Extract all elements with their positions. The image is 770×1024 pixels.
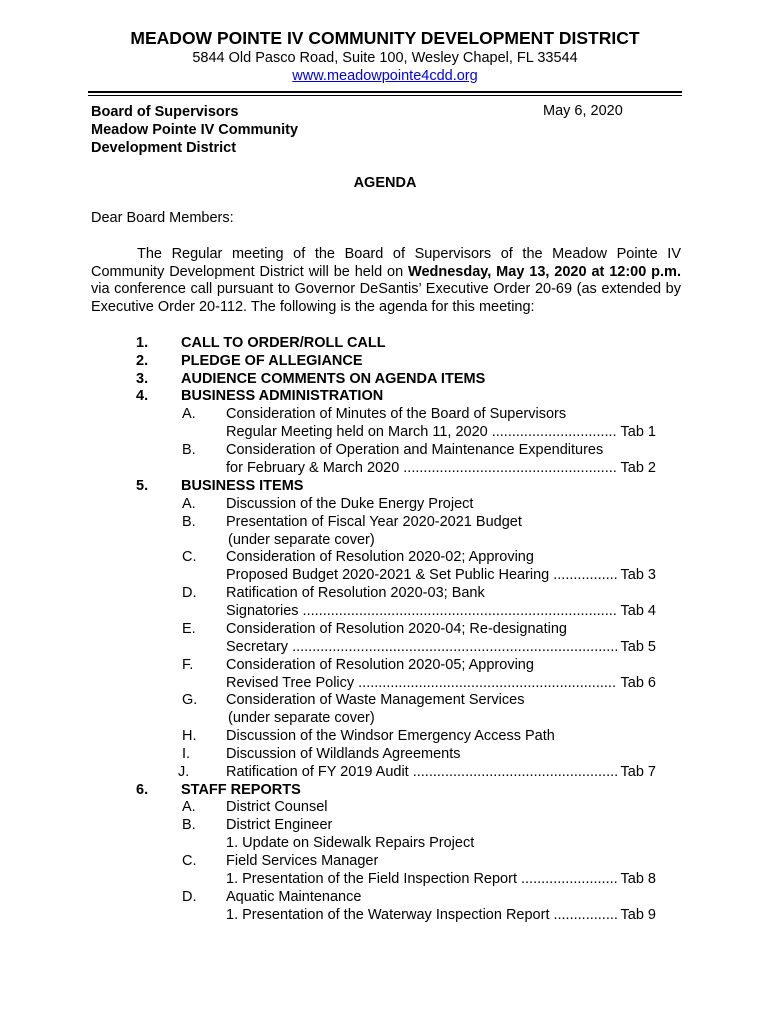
district-address: 5844 Old Pasco Road, Suite 100, Wesley Chapel, FL 33544 — [192, 50, 578, 66]
subitem-letter: B. — [182, 514, 196, 530]
subitem-text: Consideration of Minutes of the Board of Supervisors — [226, 406, 567, 422]
subitem-text: Discussion of the Duke Energy Project — [226, 496, 474, 512]
item-heading: BUSINESS ITEMS — [181, 478, 304, 494]
subitem-text: Aquatic Maintenance — [226, 889, 362, 905]
subitem-text: Regular Meeting held on March 11, 2020 — [226, 424, 488, 440]
dot-leader — [492, 423, 617, 441]
subitem-letter: H. — [182, 728, 197, 744]
subitem-text: 1. Presentation of the Field Inspection Report — [226, 871, 517, 887]
subitem-letter: C. — [182, 549, 197, 565]
subitem-text: (under separate cover) — [228, 710, 375, 726]
tab-reference: Tab 9 — [620, 907, 656, 923]
subitem-text: Discussion of the Windsor Emergency Access Path — [226, 728, 555, 744]
dot-leader — [358, 674, 616, 692]
subitem-text: District Counsel — [226, 799, 328, 815]
tab-line — [226, 763, 656, 781]
agenda-heading: AGENDA — [353, 175, 417, 191]
subitem-text: Consideration of Waste Management Services — [226, 692, 525, 708]
tab-line — [226, 566, 656, 584]
subitem-letter: D. — [182, 889, 197, 905]
item-number: 3. — [136, 371, 149, 387]
subitem-letter: B. — [182, 817, 196, 833]
item-number: 6. — [136, 782, 149, 798]
subitem-letter: I. — [182, 746, 191, 762]
subitem-letter: E. — [182, 621, 196, 637]
subitem-text: District Engineer — [226, 817, 333, 833]
subitem-text: Discussion of Wildlands Agreements — [226, 746, 461, 762]
subitem-text: Consideration of Resolution 2020-05; Approving — [226, 657, 534, 673]
subitem-letter: A. — [182, 799, 196, 815]
dot-leader — [521, 870, 617, 888]
addressee-line: Board of Supervisors — [91, 104, 239, 120]
subitem-letter: F. — [182, 657, 194, 673]
subitem-letter: J. — [178, 764, 190, 780]
tab-line — [226, 906, 656, 924]
subitem-letter: A. — [182, 496, 196, 512]
subitem-text: Field Services Manager — [226, 853, 379, 869]
subitem-text: Secretary — [226, 639, 289, 655]
tab-reference: Tab 2 — [620, 460, 656, 476]
tab-reference: Tab 5 — [620, 639, 656, 655]
tab-line — [226, 602, 656, 620]
subitem-text: for February & March 2020 — [226, 460, 400, 476]
addressee-block — [91, 103, 298, 157]
tab-line — [226, 423, 656, 441]
dot-leader — [292, 638, 616, 656]
subitem-text: Revised Tree Policy — [226, 675, 355, 691]
header-rule-thin — [88, 95, 682, 96]
subitem-text: Consideration of Operation and Maintenance Expenditures — [226, 442, 604, 458]
intro-paragraph — [91, 246, 681, 316]
tab-line — [226, 674, 656, 692]
tab-line — [226, 870, 656, 888]
district-title: MEADOW POINTE IV COMMUNITY DEVELOPMENT DISTRICT — [130, 28, 640, 48]
item-number: 2. — [136, 353, 149, 369]
intro-text: The Regular meeting of the Board of Supervisors of the Meadow Pointe IV Community Development District will be held on — [91, 246, 681, 280]
item-heading: STAFF REPORTS — [181, 782, 301, 798]
subitem-text: Signatories — [226, 603, 299, 619]
subitem-text: Ratification of FY 2019 Audit — [226, 764, 409, 780]
dot-leader — [553, 906, 616, 924]
subitem-letter: A. — [182, 406, 196, 422]
dot-leader — [553, 566, 616, 584]
item-heading: PLEDGE OF ALLEGIANCE — [181, 353, 363, 369]
tab-line — [226, 638, 656, 656]
item-heading: BUSINESS ADMINISTRATION — [181, 388, 384, 404]
addressee-line: Development District — [91, 140, 237, 156]
subitem-letter: G. — [182, 692, 198, 708]
subitem-text: 1. Update on Sidewalk Repairs Project — [226, 835, 475, 851]
dot-leader — [303, 602, 617, 620]
dot-leader — [403, 459, 616, 477]
item-number: 4. — [136, 388, 149, 404]
item-number: 1. — [136, 335, 149, 351]
subitem-text: Presentation of Fiscal Year 2020-2021 Budget — [226, 514, 522, 530]
tab-reference: Tab 1 — [620, 424, 656, 440]
tab-reference: Tab 3 — [620, 567, 656, 583]
tab-line — [226, 459, 656, 477]
dot-leader — [413, 763, 617, 781]
subitem-text: 1. Presentation of the Waterway Inspection Report — [226, 907, 550, 923]
tab-reference: Tab 7 — [620, 764, 656, 780]
tab-reference: Tab 6 — [620, 675, 656, 691]
item-heading: CALL TO ORDER/ROLL CALL — [181, 335, 386, 351]
subitem-text: Proposed Budget 2020-2021 & Set Public Hearing — [226, 567, 550, 583]
intro-text: via conference call pursuant to Governor DeSantis’ Executive Order 20-69 (as extended by Executive Order 20-112. The following is the agenda for this meeting: — [91, 281, 681, 315]
header-rule — [88, 91, 682, 93]
subitem-text: Consideration of Resolution 2020-04; Re-designating — [226, 621, 567, 637]
salutation: Dear Board Members: — [91, 210, 234, 226]
letter-date: May 6, 2020 — [543, 103, 623, 119]
subitem-text: Consideration of Resolution 2020-02; Approving — [226, 549, 534, 565]
item-heading: AUDIENCE COMMENTS ON AGENDA ITEMS — [181, 371, 486, 387]
subitem-letter: C. — [182, 853, 197, 869]
tab-reference: Tab 8 — [620, 871, 656, 887]
subitem-letter: B. — [182, 442, 196, 458]
meeting-datetime: Wednesday, May 13, 2020 at 12:00 p.m. — [408, 263, 681, 280]
tab-reference: Tab 4 — [620, 603, 656, 619]
addressee-line: Meadow Pointe IV Community — [91, 122, 299, 138]
subitem-text: (under separate cover) — [228, 532, 375, 548]
subitem-text: Ratification of Resolution 2020-03; Bank — [226, 585, 485, 601]
website-link[interactable]: www.meadowpointe4cdd.org — [292, 68, 478, 84]
item-number: 5. — [136, 478, 149, 494]
subitem-letter: D. — [182, 585, 197, 601]
